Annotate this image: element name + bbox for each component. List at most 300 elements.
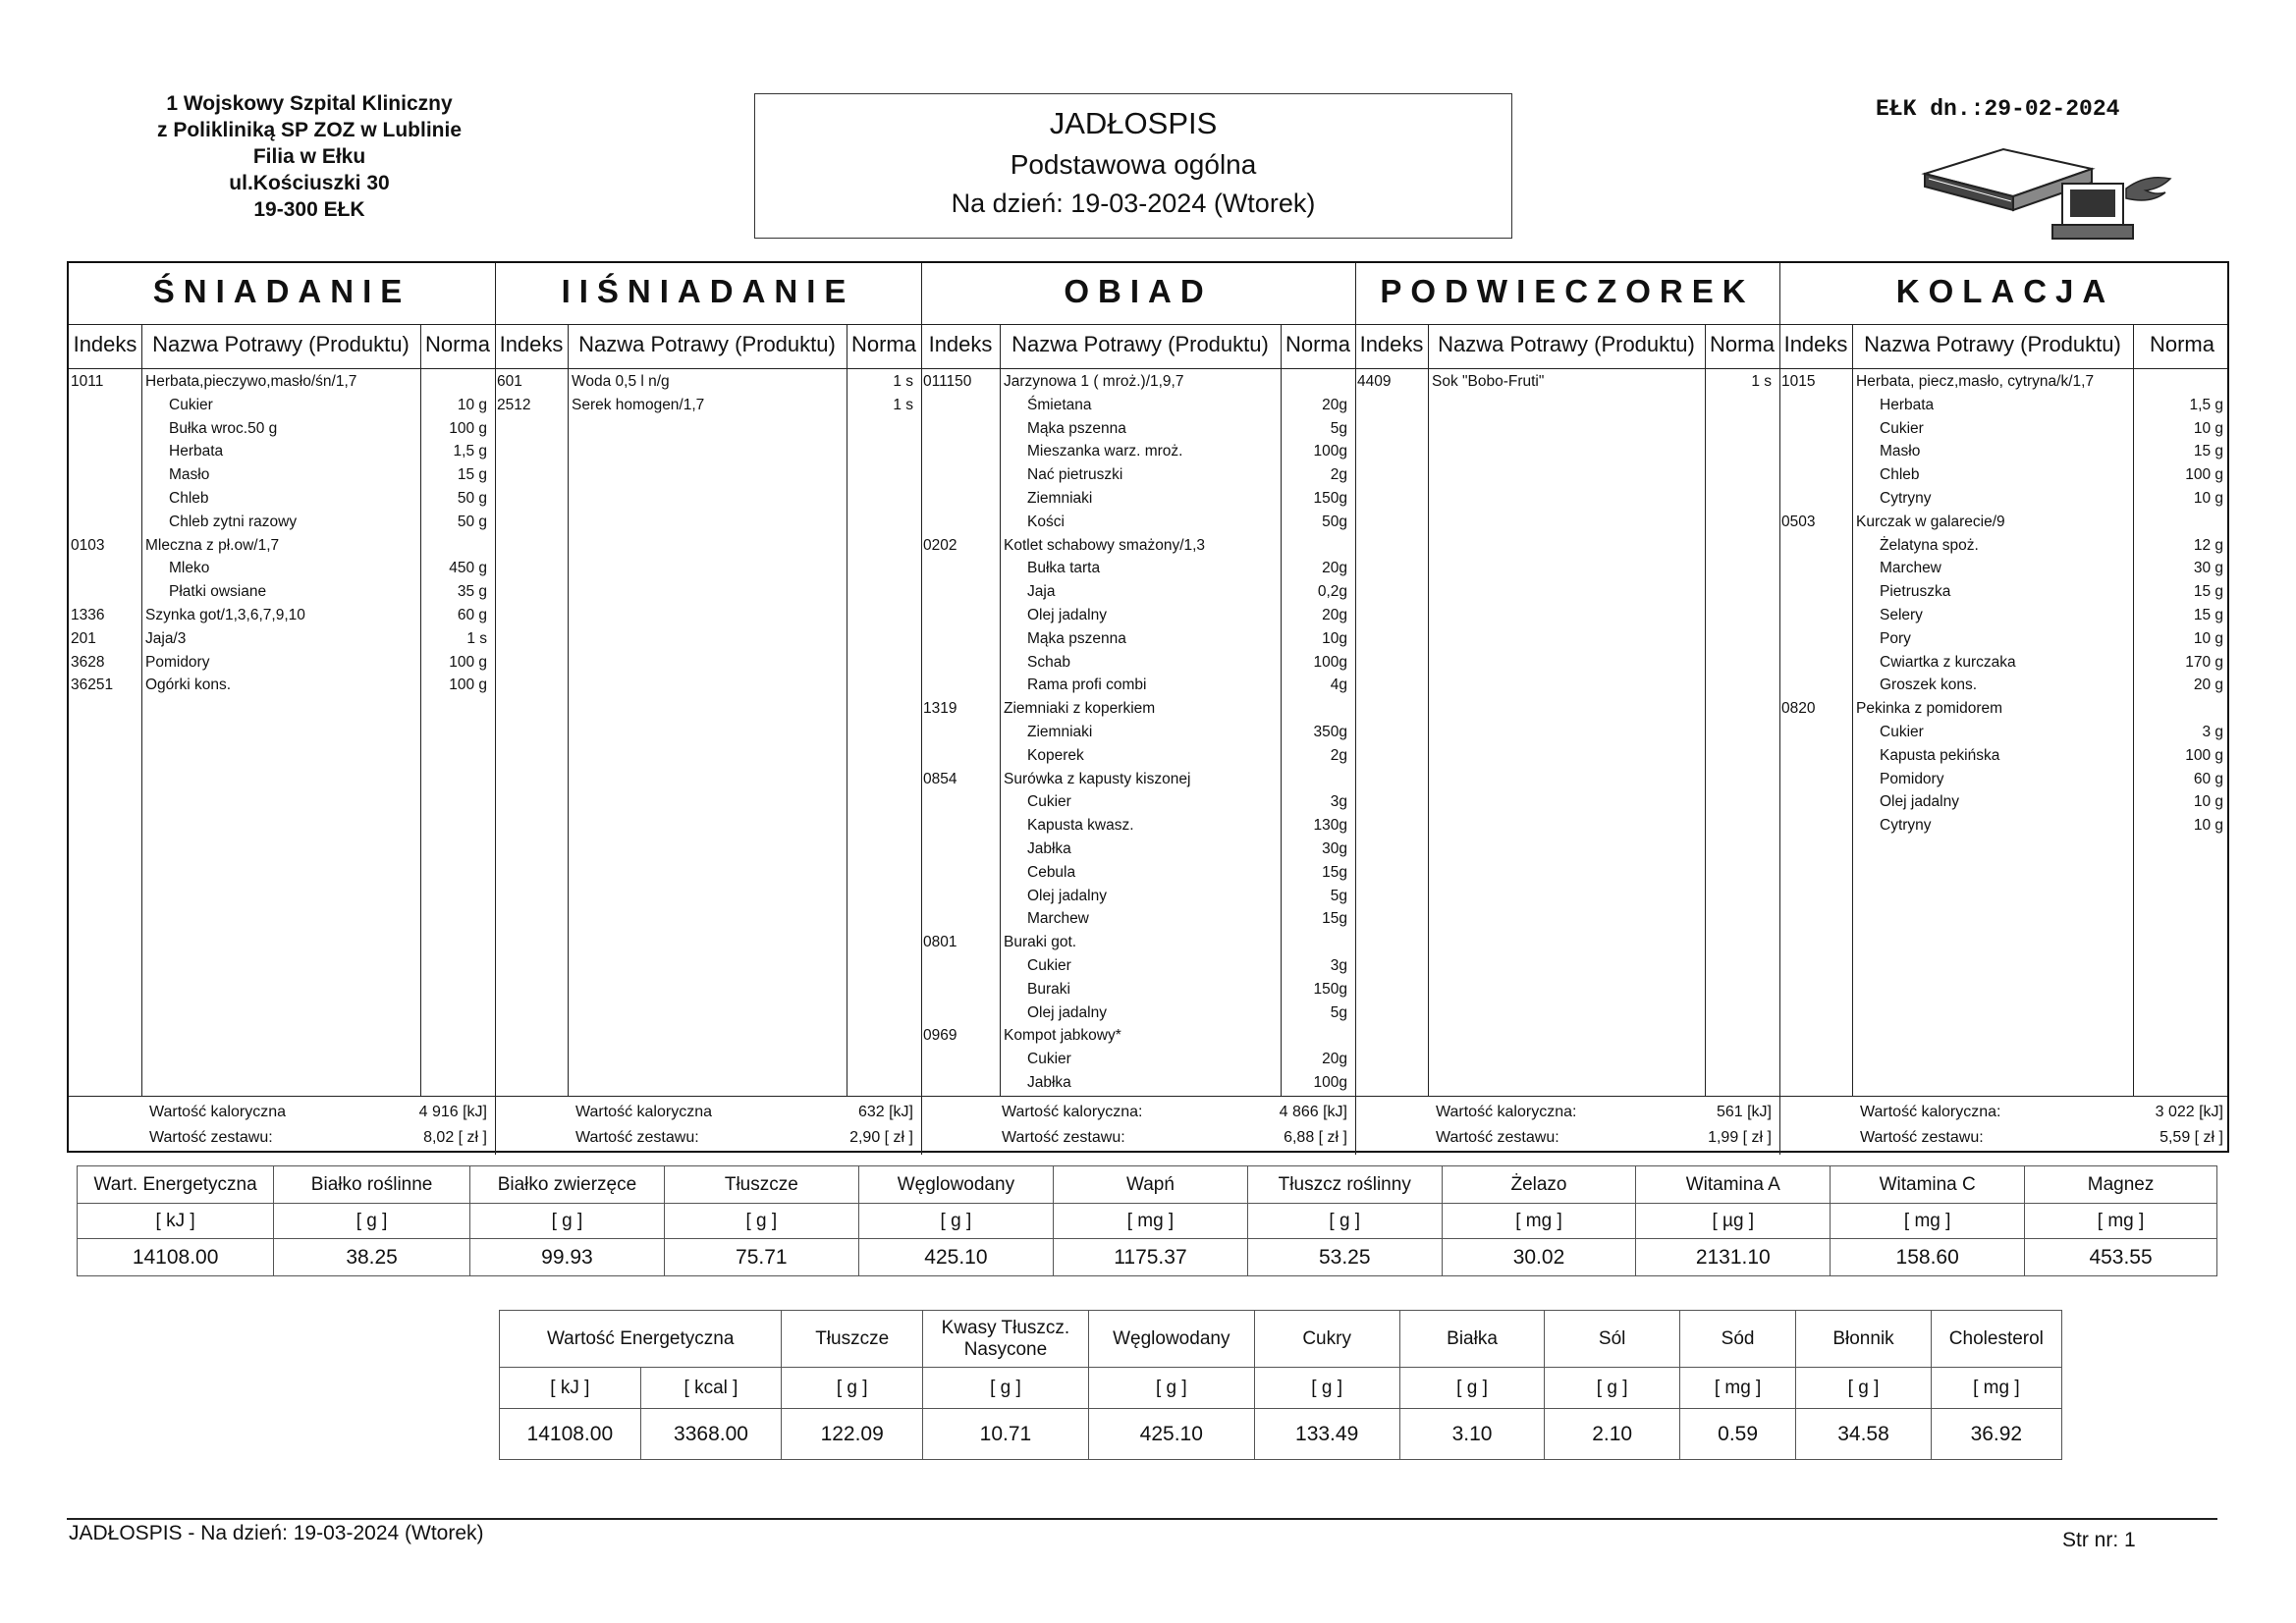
nutrient1-value: 453.55 <box>2025 1239 2217 1276</box>
nutrient2-value: 34.58 <box>1796 1409 1931 1460</box>
row-name: Mleczna z pł.ow/1,7 <box>145 536 280 554</box>
nutrition-table-label <box>499 1310 2062 1460</box>
menu-row <box>1779 630 2231 650</box>
nutrient1-header: Wapń <box>1054 1166 1248 1204</box>
row-name: Cytryny <box>1880 817 1932 835</box>
row-norma: 1 s <box>893 373 913 390</box>
nutrient2-value: 133.49 <box>1254 1409 1399 1460</box>
row-name: Cukier <box>1027 793 1071 811</box>
menu-row <box>69 443 495 462</box>
kcal-value: 561 [kJ] <box>1716 1104 1772 1120</box>
row-norma: 10 g <box>2193 629 2223 647</box>
row-index: 36251 <box>71 676 114 694</box>
row-norma: 50 g <box>457 513 487 530</box>
menu-row <box>1779 771 2231 790</box>
nutrient1-value: 53.25 <box>1247 1239 1442 1276</box>
menu-row <box>69 537 495 557</box>
row-name: Pietruszka <box>1880 583 1951 601</box>
menu-row <box>921 560 1355 579</box>
row-norma: 3g <box>1330 957 1347 974</box>
hospital-line: Filia w Ełku <box>252 145 366 168</box>
row-norma: 50 g <box>457 490 487 507</box>
row-index: 0854 <box>923 770 957 787</box>
row-name: Ziemniaki <box>1027 724 1093 740</box>
cost-label: Wartość zestawu: <box>149 1129 273 1146</box>
print-date: EŁK dn.:29-02-2024 <box>1876 96 2120 122</box>
row-name: Jabłka <box>1027 840 1071 857</box>
nutrient2-value: 0.59 <box>1679 1409 1796 1460</box>
row-name: Sok "Bobo-Fruti" <box>1432 373 1545 390</box>
col-header-name: Nazwa Potrawy (Produktu) <box>578 332 836 356</box>
nutrient1-header: Białko zwierzęce <box>469 1166 664 1204</box>
menu-row <box>921 373 1355 393</box>
nutrient1-value: 99.93 <box>469 1239 664 1276</box>
menu-row <box>1779 607 2231 626</box>
nutrient2-unit: [ mg ] <box>1679 1368 1796 1409</box>
row-norma: 4g <box>1330 676 1347 694</box>
hospital-line: ul.Kościuszki 30 <box>229 172 390 194</box>
nutrient2-header: Tłuszcze <box>782 1311 923 1368</box>
menu-row <box>921 793 1355 813</box>
row-index: 3628 <box>71 653 105 671</box>
row-index: 601 <box>497 373 522 390</box>
meal-divider <box>1355 263 1356 1155</box>
row-norma: 170 g <box>2185 653 2223 671</box>
row-norma: 20g <box>1322 560 1347 577</box>
cost-label: Wartość zestawu: <box>1860 1129 1984 1146</box>
cost-value: 2,90 [ zł ] <box>849 1129 913 1146</box>
nutrient1-value: 75.71 <box>664 1239 858 1276</box>
nutrient1-value: 14108.00 <box>78 1239 274 1276</box>
cost-label: Wartość zestawu: <box>575 1129 699 1146</box>
nutrient2-header: Cukry <box>1254 1311 1399 1368</box>
grid-vline <box>1428 324 1429 1096</box>
row-index: 1015 <box>1781 373 1816 390</box>
row-name: Jabłka <box>1027 1074 1071 1091</box>
row-norma: 15 g <box>2193 607 2223 623</box>
kcal-value: 3 022 [kJ] <box>2155 1104 2223 1120</box>
nutrient2-value: 14108.00 <box>500 1409 641 1460</box>
nutrient2-unit: [ g ] <box>782 1368 923 1409</box>
row-norma: 60 g <box>457 607 487 623</box>
nutrient2-value: 2.10 <box>1545 1409 1679 1460</box>
nutrient1-unit: [ g ] <box>664 1204 858 1239</box>
menu-row <box>921 654 1355 674</box>
nutrient2-unit: [ g ] <box>1399 1368 1545 1409</box>
menu-row <box>921 583 1355 603</box>
menu-row <box>921 1051 1355 1070</box>
row-index: 1319 <box>923 700 957 718</box>
row-index: 1336 <box>71 607 105 623</box>
cost-value: 5,59 [ zł ] <box>2159 1129 2223 1146</box>
nutrient2-header: Białka <box>1399 1311 1545 1368</box>
row-name: Cukier <box>169 396 213 413</box>
row-name: Groszek kons. <box>1880 676 1978 694</box>
col-header-norma: Norma <box>850 332 916 356</box>
row-norma: 35 g <box>457 583 487 601</box>
nutrient1-header: Tłuszcze <box>664 1166 858 1204</box>
nutrient1-unit: [ g ] <box>274 1204 470 1239</box>
row-name: Ziemniaki <box>1027 490 1093 507</box>
nutrient1-unit: [ µg ] <box>1636 1204 1831 1239</box>
row-name: Herbata <box>169 443 224 460</box>
menu-row <box>1779 817 2231 837</box>
nutrient1-unit: [ g ] <box>858 1204 1053 1239</box>
row-name: Jaja/3 <box>145 629 187 647</box>
menu-row <box>921 724 1355 743</box>
grid-vline <box>141 324 142 1096</box>
row-norma: 1 s <box>1751 373 1772 390</box>
menu-row <box>69 490 495 510</box>
menu-row <box>69 397 495 416</box>
row-norma: 450 g <box>449 560 487 577</box>
row-name: Cukier <box>1880 419 1924 437</box>
menu-row <box>921 981 1355 1001</box>
col-header-name: Nazwa Potrawy (Produktu) <box>1438 332 1695 356</box>
page-number: Str nr: 1 <box>2062 1529 2136 1551</box>
nutrition-table-main <box>77 1165 2217 1276</box>
nutrient1-unit: [ g ] <box>1247 1204 1442 1239</box>
row-name: Serek homogen/1,7 <box>572 396 705 413</box>
row-name: Schab <box>1027 653 1070 671</box>
nutrient1-header: Białko roślinne <box>274 1166 470 1204</box>
meal-title: KOLACJA <box>1895 273 2115 309</box>
row-norma: 5g <box>1330 887 1347 904</box>
nutrient1-header: Magnez <box>2025 1166 2217 1204</box>
nutrient2-value: 10.71 <box>923 1409 1089 1460</box>
row-norma: 2g <box>1330 466 1347 484</box>
footer-title: JADŁOSPIS - Na dzień: 19-03-2024 (Wtorek) <box>69 1522 484 1544</box>
menu-row <box>69 676 495 696</box>
row-name: Kapusta pekińska <box>1880 746 2000 764</box>
grid-vline <box>1705 324 1706 1096</box>
menu-row <box>921 490 1355 510</box>
row-name: Ogórki kons. <box>145 676 232 694</box>
nutrient1-header: Węglowodany <box>858 1166 1053 1204</box>
menu-row <box>1779 676 2231 696</box>
menu-row <box>1779 724 2231 743</box>
nutrient1-value: 158.60 <box>1831 1239 2025 1276</box>
row-name: Herbata <box>1880 396 1935 413</box>
title-box <box>754 93 1512 239</box>
row-name: Cytryny <box>1880 490 1932 507</box>
menu-row <box>921 466 1355 486</box>
nutrient2-unit: [ g ] <box>923 1368 1089 1409</box>
row-norma: 1,5 g <box>453 443 487 460</box>
row-name: Pomidory <box>145 653 210 671</box>
row-norma: 10 g <box>2193 817 2223 835</box>
col-header-index: Indeks <box>928 332 993 356</box>
menu-row <box>1779 700 2231 720</box>
row-norma: 15g <box>1322 863 1347 881</box>
row-norma: 100g <box>1313 1074 1347 1091</box>
nutrient1-header: Witamina A <box>1636 1166 1831 1204</box>
kcal-label: Wartość kaloryczna <box>575 1104 712 1120</box>
hospital-line: z Polikliniką SP ZOZ w Lublinie <box>157 119 462 141</box>
nutrient1-unit: [ g ] <box>469 1204 664 1239</box>
row-norma: 15 g <box>2193 583 2223 601</box>
kcal-value: 632 [kJ] <box>857 1104 913 1120</box>
energy-header: Wartość Energetyczna <box>500 1311 782 1368</box>
col-header-name: Nazwa Potrawy (Produktu) <box>152 332 410 356</box>
meal-title: IIŚNIADANIE <box>561 273 855 309</box>
menu-row <box>921 397 1355 416</box>
row-name: Woda 0,5 l n/g <box>572 373 670 390</box>
grid-hline <box>69 1096 2227 1097</box>
row-index: 0202 <box>923 536 957 554</box>
nutrient2-value: 425.10 <box>1088 1409 1254 1460</box>
row-norma: 20g <box>1322 607 1347 623</box>
menu-row <box>69 607 495 626</box>
row-name: Buraki <box>1027 980 1070 998</box>
menu-row <box>1779 793 2231 813</box>
col-header-index: Indeks <box>73 332 137 356</box>
nutrient2-header: Błonnik <box>1796 1311 1931 1368</box>
row-name: Herbata, piecz,masło, cytryna/k/1,7 <box>1856 373 2095 390</box>
row-norma: 100 g <box>2185 746 2223 764</box>
nutrient2-unit: [ g ] <box>1796 1368 1931 1409</box>
menu-row <box>1779 514 2231 533</box>
row-name: Kapusta kwasz. <box>1027 817 1134 835</box>
grid-vline <box>568 324 569 1096</box>
menu-row <box>69 630 495 650</box>
nutrient1-unit: [ mg ] <box>1831 1204 2025 1239</box>
row-norma: 1,5 g <box>2189 396 2223 413</box>
row-norma: 50g <box>1322 513 1347 530</box>
row-name: Szynka got/1,3,6,7,9,10 <box>145 607 305 623</box>
nutrient2-header: Sól <box>1545 1311 1679 1368</box>
menu-row <box>921 676 1355 696</box>
menu-row <box>1779 490 2231 510</box>
row-name: Chleb <box>169 490 209 507</box>
menu-row <box>69 654 495 674</box>
row-norma: 3 g <box>2202 724 2223 740</box>
menu-row <box>1779 537 2231 557</box>
row-index: 0103 <box>71 536 105 554</box>
menu-row <box>1779 583 2231 603</box>
row-norma: 100 g <box>449 676 487 694</box>
row-norma: 3g <box>1330 793 1347 811</box>
menu-row <box>1779 420 2231 440</box>
row-norma: 20 g <box>2193 676 2223 694</box>
row-name: Mieszanka warz. mroż. <box>1027 443 1183 460</box>
grid-hline <box>69 368 2227 369</box>
row-index: 0969 <box>923 1027 957 1045</box>
kcal-label: Wartość kaloryczna <box>149 1104 286 1120</box>
nutrient2-value: 3.10 <box>1399 1409 1545 1460</box>
col-header-index: Indeks <box>1783 332 1848 356</box>
row-index: 2512 <box>497 396 531 413</box>
col-header-index: Indeks <box>1359 332 1424 356</box>
nutrient2-unit: [ g ] <box>1254 1368 1399 1409</box>
menu-row <box>1779 373 2231 393</box>
row-norma: 10 g <box>2193 793 2223 811</box>
hospital-line: 1 Wojskowy Szpital Kliniczny <box>166 92 453 115</box>
row-index: 0801 <box>923 934 957 951</box>
nutrient1-value: 1175.37 <box>1054 1239 1248 1276</box>
row-name: Jaja <box>1027 583 1056 601</box>
row-name: Chleb <box>1880 466 1920 484</box>
row-norma: 20g <box>1322 396 1347 413</box>
row-index: 0820 <box>1781 700 1816 718</box>
menu-row <box>921 840 1355 860</box>
row-norma: 15 g <box>2193 443 2223 460</box>
nutrient2-value: 3368.00 <box>640 1409 782 1460</box>
nutrient1-value: 425.10 <box>858 1239 1053 1276</box>
nutrient2-unit: [ g ] <box>1545 1368 1679 1409</box>
row-name: Cukier <box>1027 1051 1071 1068</box>
row-norma: 150g <box>1313 490 1347 507</box>
row-norma: 15 g <box>457 466 487 484</box>
row-name: Ziemniaki z koperkiem <box>1004 700 1156 718</box>
menu-row <box>495 373 921 393</box>
row-name: Bułka tarta <box>1027 560 1101 577</box>
col-header-norma: Norma <box>1709 332 1775 356</box>
cost-value: 1,99 [ zł ] <box>1708 1129 1772 1146</box>
nutrient2-unit: [ kJ ] <box>500 1368 641 1409</box>
nutrient1-header: Żelazo <box>1442 1166 1636 1204</box>
meal-title: ŚNIADANIE <box>152 273 411 309</box>
row-name: Płatki owsiane <box>169 583 267 601</box>
row-norma: 5g <box>1330 1003 1347 1021</box>
meal-title: OBIAD <box>1064 273 1213 309</box>
row-norma: 10 g <box>457 396 487 413</box>
row-name: Marchew <box>1880 560 1941 577</box>
row-norma: 100g <box>1313 443 1347 460</box>
row-name: Cukier <box>1880 724 1924 740</box>
menu-row <box>921 934 1355 953</box>
row-name: Olej jadalny <box>1880 793 1959 811</box>
col-header-index: Indeks <box>499 332 564 356</box>
row-norma: 20g <box>1322 1051 1347 1068</box>
kcal-value: 4 916 [kJ] <box>418 1104 487 1120</box>
row-name: Cebula <box>1027 863 1076 881</box>
nutrient2-value: 36.92 <box>1931 1409 2061 1460</box>
cost-label: Wartość zestawu: <box>1002 1129 1125 1146</box>
menu-date: Na dzień: 19-03-2024 (Wtorek) <box>951 189 1316 218</box>
menu-row <box>921 747 1355 767</box>
row-norma: 1 s <box>893 396 913 413</box>
menu-row <box>921 1074 1355 1094</box>
nutrient1-unit: [ mg ] <box>2025 1204 2217 1239</box>
row-name: Mąka pszenna <box>1027 629 1126 647</box>
menu-row <box>921 864 1355 884</box>
cost-label: Wartość zestawu: <box>1436 1129 1559 1146</box>
kcal-value: 4 866 [kJ] <box>1279 1104 1347 1120</box>
row-norma: 12 g <box>2193 536 2223 554</box>
grid-hline <box>69 324 2227 325</box>
row-name: Olej jadalny <box>1027 607 1107 623</box>
row-name: Żelatyna spoż. <box>1880 536 1979 554</box>
row-name: Herbata,pieczywo,masło/śn/1,7 <box>145 373 357 390</box>
row-name: Jarzynowa 1 ( mroż.)/1,9,7 <box>1004 373 1184 390</box>
nutrient1-value: 2131.10 <box>1636 1239 1831 1276</box>
book-computer-icon <box>1915 139 2180 243</box>
row-norma: 15g <box>1322 910 1347 928</box>
row-norma: 30g <box>1322 840 1347 857</box>
col-header-norma: Norma <box>1285 332 1350 356</box>
menu-row <box>921 630 1355 650</box>
nutrient2-unit: [ mg ] <box>1931 1368 2061 1409</box>
row-norma: 350g <box>1313 724 1347 740</box>
row-name: Buraki got. <box>1004 934 1077 951</box>
nutrient1-value: 30.02 <box>1442 1239 1636 1276</box>
row-name: Masło <box>1880 443 1921 460</box>
menu-row <box>69 583 495 603</box>
col-header-name: Nazwa Potrawy (Produktu) <box>1011 332 1269 356</box>
col-header-norma: Norma <box>2149 332 2214 356</box>
menu-row <box>921 700 1355 720</box>
menu-row <box>921 607 1355 626</box>
menu-row <box>495 397 921 416</box>
menu-row <box>921 514 1355 533</box>
row-index: 4409 <box>1357 373 1392 390</box>
menu-grid <box>67 261 2229 1153</box>
cost-value: 8,02 [ zł ] <box>423 1129 487 1146</box>
menu-row <box>921 1027 1355 1047</box>
row-norma: 5g <box>1330 419 1347 437</box>
nutrient1-header: Witamina C <box>1831 1166 2025 1204</box>
row-name: Kurczak w galarecie/9 <box>1856 513 2005 530</box>
menu-row <box>921 957 1355 977</box>
menu-row <box>921 817 1355 837</box>
diet-name: Podstawowa ogólna <box>1010 149 1257 180</box>
row-name: Nać pietruszki <box>1027 466 1123 484</box>
menu-row <box>1779 747 2231 767</box>
menu-row <box>921 910 1355 930</box>
nutrient1-value: 38.25 <box>274 1239 470 1276</box>
nutrient1-unit: [ mg ] <box>1442 1204 1636 1239</box>
menu-row <box>921 771 1355 790</box>
row-name: Olej jadalny <box>1027 1003 1107 1021</box>
menu-row <box>69 420 495 440</box>
menu-row <box>921 420 1355 440</box>
row-name: Chleb zytni razowy <box>169 513 298 530</box>
row-norma: 10 g <box>2193 490 2223 507</box>
row-name: Rama profi combi <box>1027 676 1147 694</box>
nutrient1-header: Wart. Energetyczna <box>78 1166 274 1204</box>
menu-row <box>921 443 1355 462</box>
row-norma: 30 g <box>2193 560 2223 577</box>
menu-row <box>1779 443 2231 462</box>
menu-row <box>69 514 495 533</box>
row-name: Mleko <box>169 560 210 577</box>
nutrient2-unit: [ kcal ] <box>640 1368 782 1409</box>
row-norma: 1 s <box>466 629 487 647</box>
menu-row <box>1779 466 2231 486</box>
menu-row <box>921 888 1355 907</box>
row-name: Pomidory <box>1880 770 1944 787</box>
nutrient2-header: Węglowodany <box>1088 1311 1254 1368</box>
hospital-line: 19-300 EŁK <box>253 198 365 221</box>
row-norma: 100 g <box>449 653 487 671</box>
menu-row <box>1779 654 2231 674</box>
menu-row <box>921 537 1355 557</box>
row-norma: 10 g <box>2193 419 2223 437</box>
row-name: Masło <box>169 466 210 484</box>
row-index: 1011 <box>71 373 104 390</box>
nutrient1-unit: [ kJ ] <box>78 1204 274 1239</box>
row-norma: 150g <box>1313 980 1347 998</box>
nutrient1-unit: [ mg ] <box>1054 1204 1248 1239</box>
row-name: Marchew <box>1027 910 1089 928</box>
col-header-name: Nazwa Potrawy (Produktu) <box>1864 332 2121 356</box>
row-name: Kotlet schabowy smażony/1,3 <box>1004 536 1206 554</box>
row-name: Olej jadalny <box>1027 887 1107 904</box>
menu-row <box>69 560 495 579</box>
row-name: Mąka pszenna <box>1027 419 1126 437</box>
row-name: Kości <box>1027 513 1065 530</box>
